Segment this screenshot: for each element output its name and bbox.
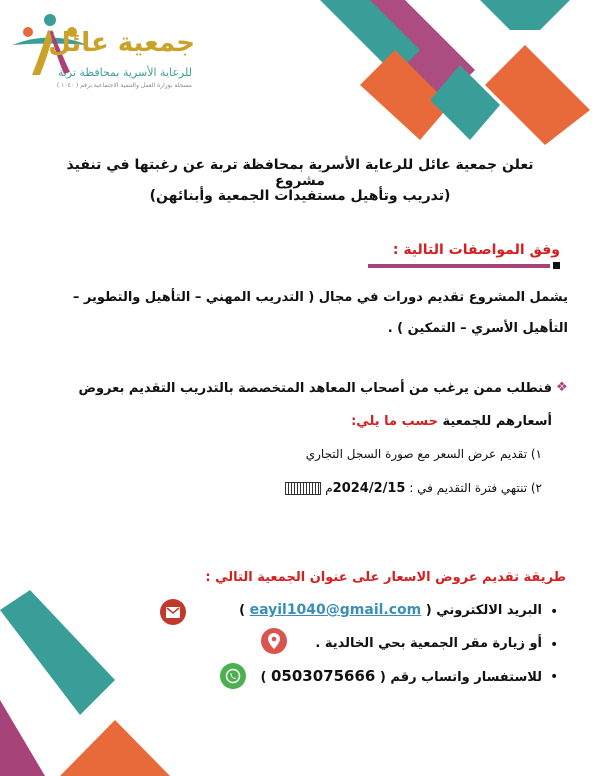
- submit-heading: طريقة تقديم عروض الاسعار على عنوان الجمعية التالي :: [205, 570, 566, 585]
- announcement-line-2: (تدريب وتأهيل مستفيدات الجمعية وأبنائهن): [149, 188, 451, 204]
- visit-text: أو زيارة مقر الجمعية بحي الخالدية .: [315, 636, 542, 651]
- whatsapp-bullet: •: [550, 669, 559, 685]
- specs-heading: وفق المواصفات التالية :: [392, 242, 560, 258]
- specs-underline: [368, 264, 550, 268]
- visit-bullet: •: [550, 637, 559, 653]
- request-line-1: فنطلب ممن يرغب من أصحاب المعاهد المتخصصة بالتدريب التقديم بعروض: [78, 381, 552, 396]
- location-pin-icon: [261, 628, 287, 654]
- email-bullet: •: [550, 604, 559, 620]
- teal-band-shape: [0, 590, 115, 715]
- request-item-2: [285, 481, 542, 496]
- diamond-bullet-icon: ❖: [556, 380, 568, 395]
- email-label: البريد الالكتروني (: [425, 603, 542, 618]
- request-item-2-label: ٢) تنتهي فترة التقديم في :: [409, 481, 542, 495]
- orange-corner-shape: [60, 720, 170, 776]
- whatsapp-number[interactable]: 0503075666: [271, 667, 376, 685]
- whatsapp-icon: [220, 663, 246, 689]
- email-link[interactable]: eayil1040@gmail.com: [249, 602, 422, 618]
- logo-subtitle: للرعاية الأسرية بمحافظة تربة: [57, 66, 192, 79]
- whatsapp-close: ): [260, 670, 267, 685]
- whatsapp-label: للاستفسار واتساب رقم (: [379, 670, 542, 685]
- request-line-2: [351, 414, 552, 429]
- email-line: [239, 602, 542, 618]
- request-item-2-placeholder-boxes: [285, 482, 321, 495]
- whatsapp-line: [261, 667, 542, 685]
- request-item-2-date: 2024/2/15: [332, 481, 406, 496]
- email-close: ): [239, 603, 246, 618]
- purple-corner-shape: [0, 700, 45, 776]
- specs-paragraph-line-1: يشمل المشروع تقديم دورات في مجال ( التدريب المهني – التأهيل والتطوير –: [72, 290, 568, 305]
- request-line-2-a: أسعارهم للجمعية: [442, 414, 552, 429]
- teal-diamond-shape: [480, 0, 570, 30]
- specs-paragraph-line-2: التأهيل الأسري – التمكين ) .: [387, 321, 568, 336]
- logo-title: جمعية عائل: [48, 28, 195, 58]
- orange-diamond-right: [485, 45, 590, 145]
- request-item-2-suffix: م: [325, 481, 333, 495]
- logo-registration: مسجلة بوزارة العمل والتنمية الاجتماعية برقم ( ١٠٤٠ ): [56, 82, 192, 89]
- announcement-line-1: تعلن جمعية عائل للرعاية الأسرية بمحافظة تربة عن رغبتها في تنفيذ مشروع: [66, 157, 534, 189]
- decorative-shapes-top: [300, 0, 600, 150]
- request-line-2-b: حسب ما يلي:: [351, 414, 438, 429]
- mail-icon: [160, 599, 186, 625]
- logo: [10, 10, 200, 95]
- specs-square-bullet: [553, 262, 560, 269]
- request-item-1: ١) تقديم عرض السعر مع صورة السجل التجاري: [305, 447, 542, 461]
